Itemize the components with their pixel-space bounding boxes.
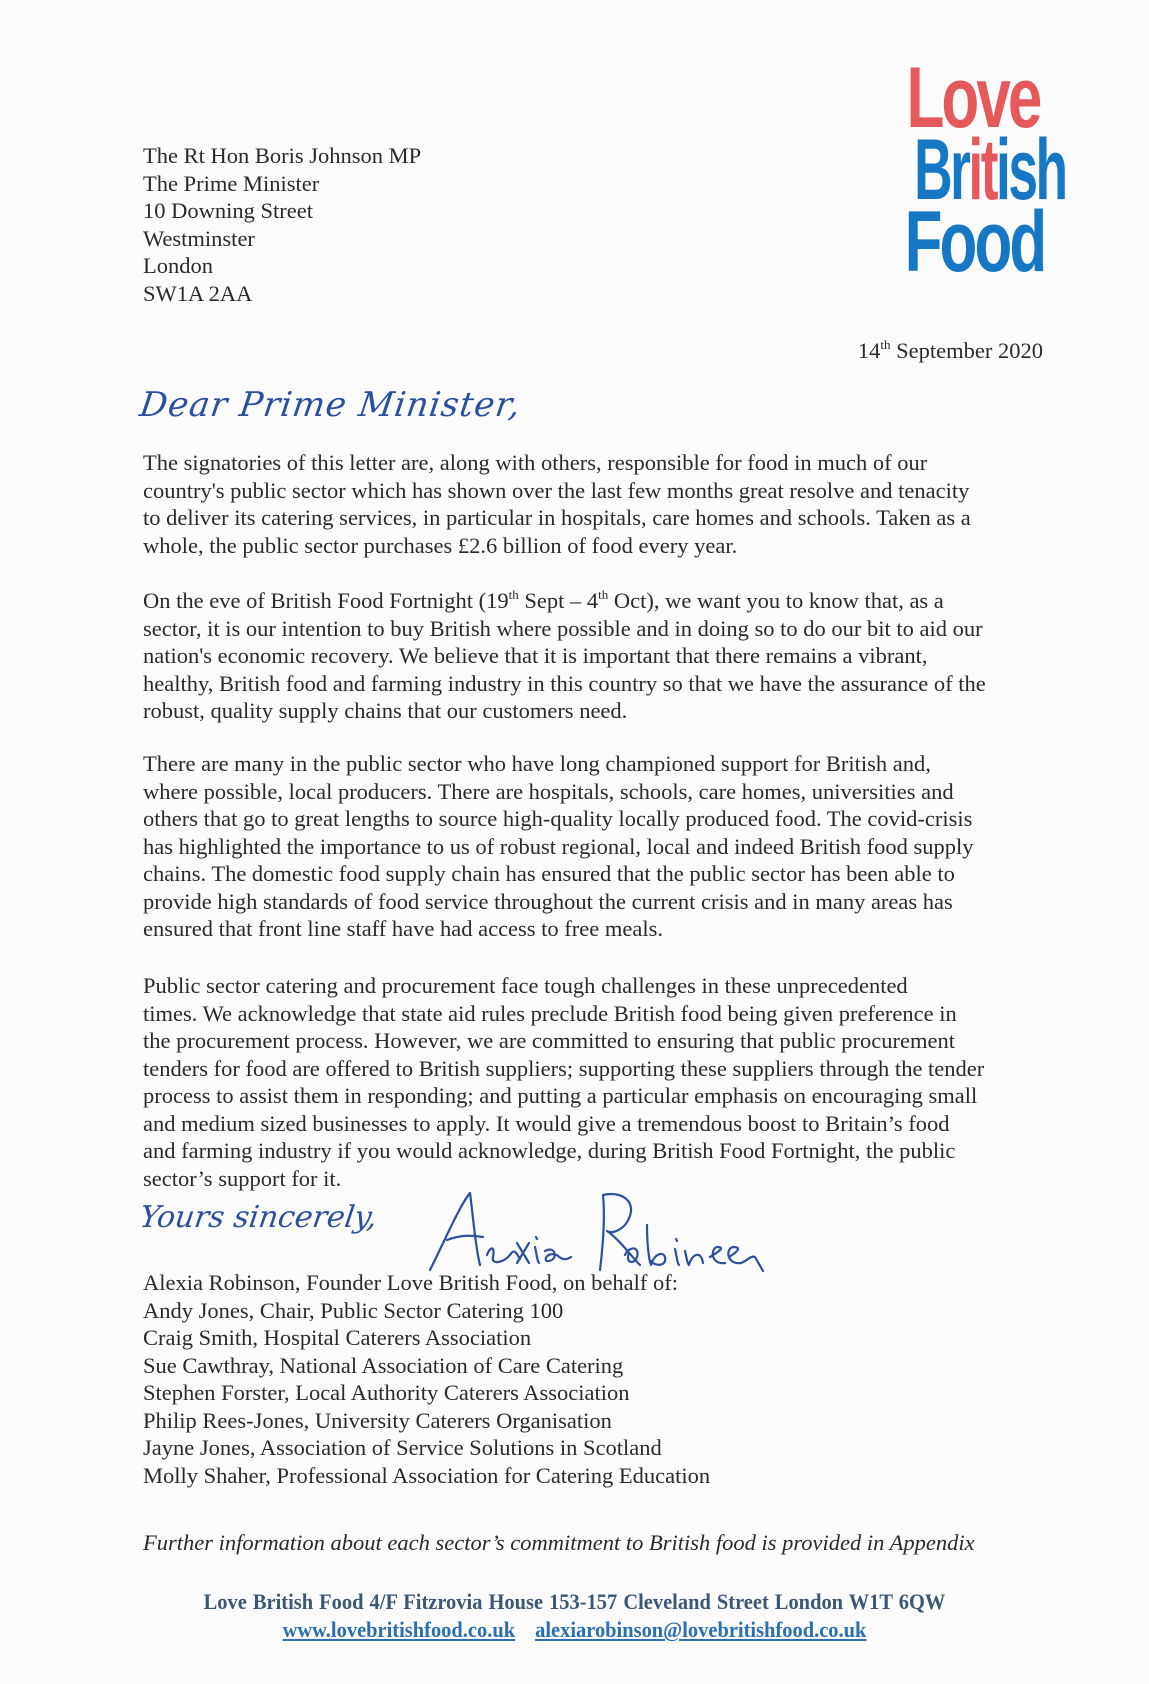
paragraph-line: and farming industry if you would acknowledge, during British Food Fortnight, the public: [143, 1138, 956, 1163]
signature: [425, 1185, 765, 1280]
text: On the eve of British Food Fortnight (19: [143, 588, 509, 613]
footer-address: Love British Food 4/F Fitzrovia House 153-157 Cleveland Street London W1T 6QW: [203, 1589, 946, 1614]
email-link[interactable]: alexiarobinson@lovebritishfood.co.uk: [535, 1617, 867, 1642]
paragraph-2: [143, 587, 986, 725]
date-day: 14: [857, 338, 881, 363]
handwritten-salutation: Dear Prime Minister,: [137, 385, 524, 425]
paragraph-line: has highlighted the importance to us of robust regional, local and indeed British food supply: [143, 833, 974, 859]
address-line: SW1A 2AA: [143, 280, 253, 306]
paragraph-line: and medium sized businesses to apply. It would give a tremendous boost to Britain’s food: [143, 1110, 950, 1136]
text: Oct), we want you to know that, as a: [608, 588, 944, 613]
website-link[interactable]: www.lovebritishfood.co.uk: [282, 1617, 516, 1642]
text: Sept – 4: [518, 588, 599, 613]
address-line: 10 Downing Street: [143, 198, 313, 223]
date-rest: September 2020: [890, 338, 1043, 363]
paragraph-line: The signatories of this letter are, along with others, responsible for food in much of our: [143, 450, 928, 475]
logo-british-b: it: [968, 122, 997, 218]
paragraph-line: [143, 587, 986, 615]
signatory: Craig Smith, Hospital Caterers Association: [143, 1325, 532, 1350]
recipient-address: [143, 142, 421, 307]
paragraph-line: healthy, British food and farming industry in this country so that we have the assurance of the: [143, 670, 986, 696]
signatory: Stephen Forster, Local Authority Caterers Association: [143, 1380, 630, 1405]
signatory: Jayne Jones, Association of Service Solutions in Scotland: [143, 1435, 662, 1460]
paragraph-line: provide high standards of food service throughout the current crisis and in many areas has: [143, 888, 953, 914]
logo-food: Food: [904, 194, 1045, 290]
paragraph-line: others that go to great lengths to source high-quality locally produced food. The covid-crisis: [143, 806, 973, 831]
paragraph-line: Public sector catering and procurement face tough challenges in these unprecedented: [143, 973, 908, 998]
date-suffix: th: [880, 337, 891, 352]
superscript: th: [598, 587, 609, 602]
address-line: The Prime Minister: [143, 170, 320, 196]
paragraph-line: There are many in the public sector who have long championed support for British and,: [143, 751, 931, 776]
paragraph-3: [143, 750, 973, 943]
paragraph-line: sector, it is our intention to buy British where possible and in doing so to do our bit to aid our: [143, 615, 983, 641]
address-line: Westminster: [143, 225, 255, 251]
letter-date: [858, 338, 1043, 364]
paragraph-line: ensured that front line staff have had access to free meals.: [143, 916, 663, 941]
appendix-note: Further information about each sector’s commitment to British food is provided in Appendix: [143, 1530, 975, 1555]
paragraph-line: sector’s support for it.: [143, 1165, 342, 1191]
paragraph-4: [143, 972, 984, 1192]
address-line: London: [143, 253, 213, 278]
signatory: Molly Shaher, Professional Association for Catering Education: [143, 1462, 711, 1488]
paragraph-line: process to assist them in responding; and putting a particular emphasis on encouraging small: [143, 1083, 978, 1108]
handwritten-closing: Yours sincerely,: [137, 1200, 380, 1235]
paragraph-1: [143, 449, 971, 559]
superscript: th: [508, 587, 519, 602]
paragraph-line: tenders for food are offered to British suppliers; supporting these suppliers through the tender: [143, 1055, 985, 1081]
signatory: Sue Cawthray, National Association of Care Catering: [143, 1352, 624, 1378]
love-british-food-logo: [878, 50, 1068, 290]
signatory: Andy Jones, Chair, Public Sector Catering 100: [143, 1297, 564, 1323]
signature-drawing: [425, 1185, 765, 1275]
paragraph-line: chains. The domestic food supply chain has ensured that the public sector has been able to: [143, 861, 955, 886]
paragraph-line: the procurement process. However, we are committed to ensuring that public procurement: [143, 1028, 955, 1053]
paragraph-line: where possible, local producers. There are hospitals, schools, care homes, universities and: [143, 778, 954, 804]
paragraph-line: nation's economic recovery. We believe that it is important that there remains a vibrant,: [143, 643, 928, 668]
letterhead-footer: [40, 1588, 1109, 1644]
paragraph-line: to deliver its catering services, in particular in hospitals, care homes and schools. Taken as a: [143, 505, 971, 530]
footer-links: [40, 1616, 1109, 1644]
paragraph-line: country's public sector which has shown over the last few months great resolve and tenacity: [143, 477, 970, 503]
logo-british-c: ish: [996, 122, 1066, 218]
paragraph-line: times. We acknowledge that state aid rules preclude British food being given preference in: [143, 1000, 957, 1026]
signatories-list: [143, 1269, 710, 1489]
signatory: Alexia Robinson, Founder Love British Food, on behalf of:: [143, 1270, 678, 1295]
paragraph-line: whole, the public sector purchases £2.6 billion of food every year.: [143, 532, 738, 558]
signatory: Philip Rees-Jones, University Caterers Organisation: [143, 1407, 612, 1433]
paragraph-line: robust, quality supply chains that our customers need.: [143, 698, 628, 723]
logo-british-a: Br: [914, 122, 969, 218]
address-line: The Rt Hon Boris Johnson MP: [143, 143, 422, 168]
logo-love: Love: [906, 50, 1040, 146]
